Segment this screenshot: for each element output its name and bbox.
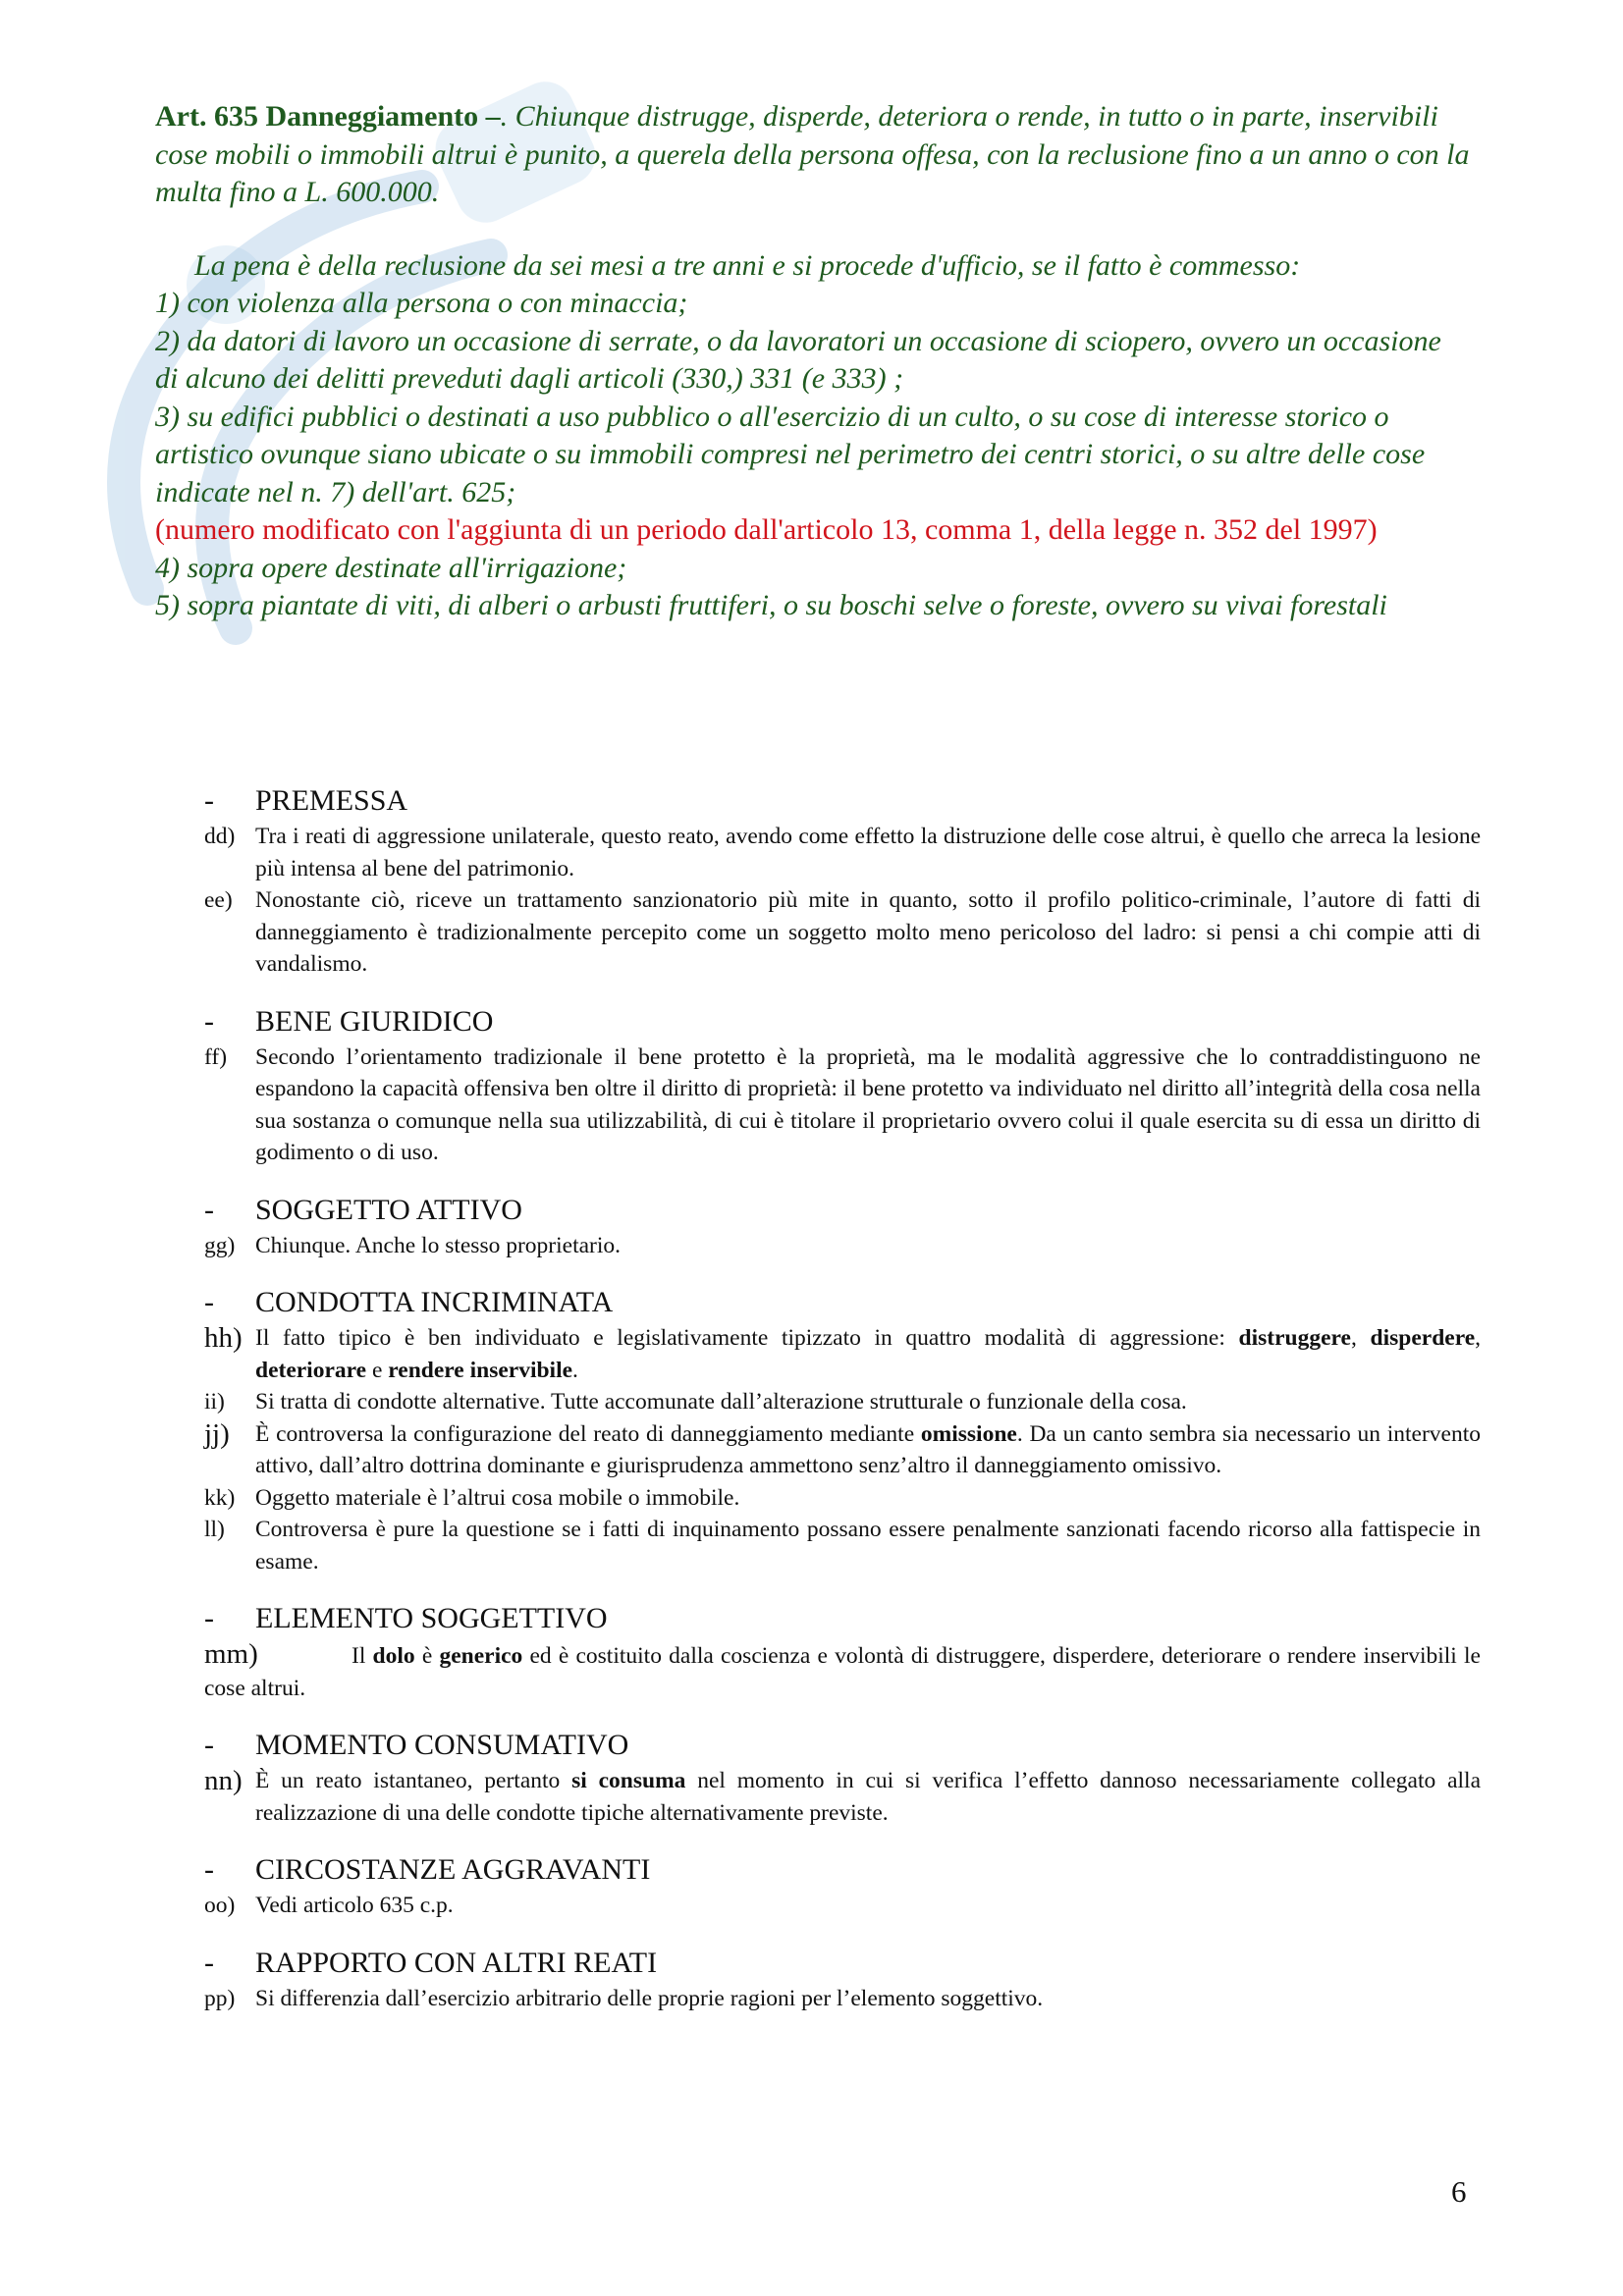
list-item: gg) Chiunque. Anche lo stesso proprietario. — [204, 1232, 622, 1258]
list-item: ll) Controversa è pure la questione se i fatti di inquinamento possano essere penalmente sanzionati facendo ricorso alla fattispecie in esame. — [204, 1517, 1481, 1575]
list-item: kk) Oggetto materiale è l’altrui cosa mobile o immobile. — [204, 1484, 740, 1511]
section-heading: - CIRCOSTANZE AGGRAVANTI — [204, 1853, 651, 1886]
article-second-paragraph: La pena è della reclusione da sei mesi a tre anni e si procede d'ufficio, se il fatto è commesso: — [194, 248, 1301, 282]
section-bene-giuridico — [204, 1004, 1481, 1169]
article-point-1: 1) con violenza alla persona o con minaccia; — [155, 287, 688, 319]
sections — [204, 783, 1481, 2038]
list-item: jj) È controversa la configurazione del reato di danneggiamento mediante omissione. Da un canto sembra sia necessario un intervento attivo, dall’altro dottrina dominante e giurisprudenza ammettono senz’altro il danneggiamento omissivo. — [204, 1417, 1481, 1478]
section-heading: - MOMENTO CONSUMATIVO — [204, 1729, 629, 1761]
list-item: oo) Vedi articolo 635 c.p. — [204, 1893, 454, 1918]
article-635 — [155, 98, 1471, 625]
section-condotta-incriminata — [204, 1285, 1481, 1577]
section-heading: - PREMESSA — [204, 784, 408, 817]
section-elemento-soggettivo — [204, 1601, 1481, 1704]
article-intro-text: . Chiunque distrugge, disperde, deteriora o rende, in tutto o in parte, inservibili cose mobili o immobili altrui è punito, a querela della persona offesa, con la reclusione fino a un anno o con la multa fino a L. 600.000. — [155, 100, 1470, 208]
article-point-3: 3) su edifici pubblici o destinati a uso pubblico o all'esercizio di un culto, o su cose di interesse storico o artistico ovunque siano ubicate o su immobili compresi nel perimetro dei centri storici, o su altre delle cose indicate nel n. 7) dell'art. 625; — [155, 400, 1426, 508]
article-title: Art. 635 Danneggiamento – — [155, 100, 501, 133]
list-item: ff) Secondo l’orientamento tradizionale il bene protetto è la proprietà, ma le modalità aggressive che lo contraddistinguono ne espandono la capacità offensiva ben oltre il diritto di proprietà: il bene protetto va individuato nel diritto all’integrità della cosa nella sua sostanza o comunque nella sua utilizzabilità, di cui è titolare il proprietario ovvero colui il quale esercita su di essa un diritto di godimento o di uso. — [204, 1043, 1481, 1165]
list-item: ii) Si tratta di condotte alternative. Tutte accomunate dall’alterazione strutturale o funzionale della cosa. — [204, 1389, 1187, 1415]
page-number: 6 — [1451, 2174, 1467, 2209]
list-item: ee) Nonostante ciò, riceve un trattamento sanzionatorio più mite in quanto, sotto il profilo politico-criminale, l’autore di fatti di danneggiamento è tradizionalmente percepito come un soggetto molto meno pericoloso del ladro: si pensi a chi compie atti di vandalismo. — [204, 887, 1481, 977]
article-point-4: 4) sopra opere destinate all'irrigazione; — [155, 551, 627, 584]
section-heading: - CONDOTTA INCRIMINATA — [204, 1286, 614, 1318]
list-item: hh) Il fatto tipico è ben individuato e legislativamente tipizzato in quattro modalità di aggressione: distruggere, disperdere, deteriorare e rendere inservibile. — [204, 1322, 1482, 1383]
list-item: nn) È un reato istantaneo, pertanto si consuma nel momento in cui si verifica l’effetto dannoso necessariamente collegato alla realizzazione di una delle condotte tipiche alternativamente previste. — [204, 1765, 1481, 1826]
article-point-5: 5) sopra piantate di viti, di alberi o arbusti fruttiferi, o su boschi selve o foreste, ovvero su vivai forestali — [155, 589, 1387, 621]
section-heading: - RAPPORTO CON ALTRI REATI — [204, 1946, 658, 1979]
article-point-2: 2) da datori di lavoro un occasione di serrate, o da lavoratori un occasione di sciopero, ovvero un occasione di alcuno dei delitti preveduti dagli articoli (330,) 331 (e 333) ; — [155, 324, 1441, 395]
section-premessa — [204, 783, 1481, 981]
article-intro — [155, 98, 1471, 212]
list-item: pp) Si differenzia dall’esercizio arbitrario delle proprie ragioni per l’elemento soggettivo. — [204, 1985, 1044, 2011]
section-circostanze-aggravanti — [204, 1852, 1481, 1922]
section-heading: - ELEMENTO SOGGETTIVO — [204, 1602, 608, 1634]
section-heading: - BENE GIURIDICO — [204, 1004, 494, 1038]
list-item: mm) Il dolo è generico ed è costituito dalla coscienza e volontà di distruggere, disperdere, deteriorare o rendere inservibili le cose altrui. — [204, 1638, 1481, 1701]
section-momento-consumativo — [204, 1728, 1481, 1829]
section-rapporto-altri-reati — [204, 1946, 1481, 2015]
section-heading: - SOGGETTO ATTIVO — [204, 1193, 522, 1226]
article-amendment-note: (numero modificato con l'aggiunta di un periodo dall'articolo 13, comma 1, della legge n. 352 del 1997) — [155, 513, 1378, 546]
section-soggetto-attivo — [204, 1193, 1481, 1262]
list-item: dd) Tra i reati di aggressione unilaterale, questo reato, avendo come effetto la distruzione delle cose altrui, è quello che arreca la lesione più intensa al bene del patrimonio. — [204, 824, 1481, 881]
